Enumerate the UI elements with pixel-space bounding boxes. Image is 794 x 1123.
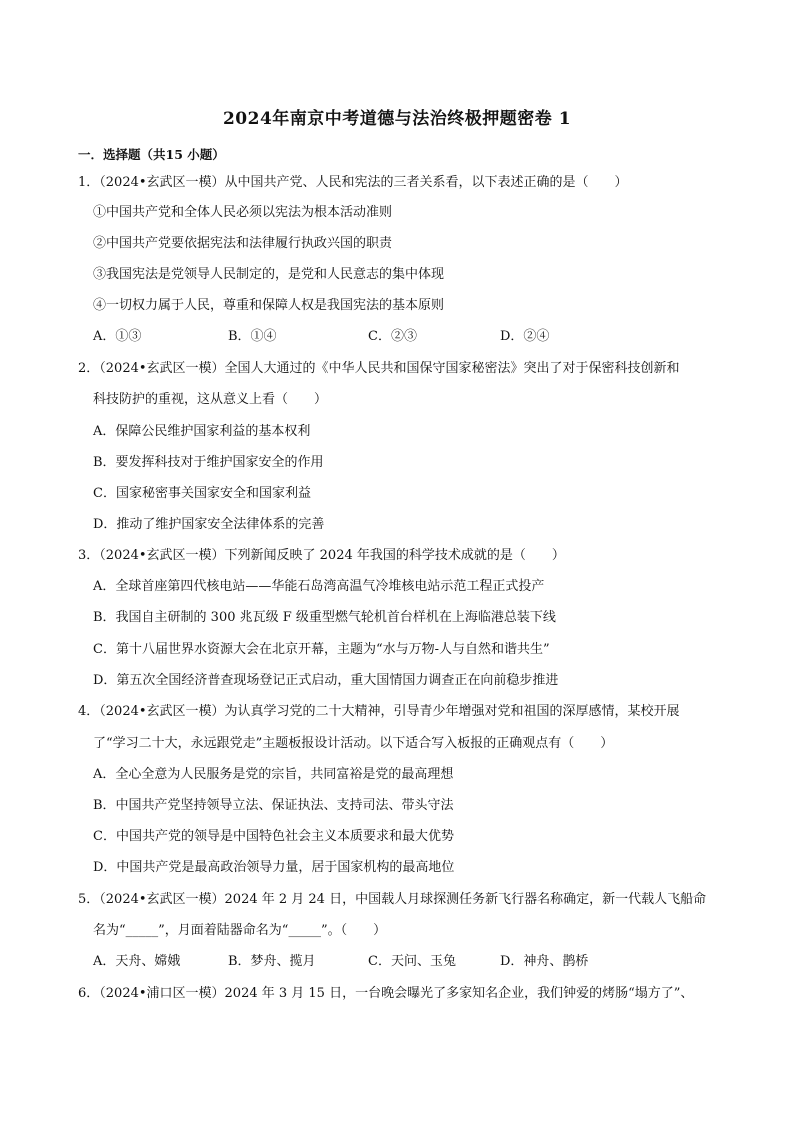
question-3-option-c: C．第十八届世界水资源大会在北京开幕，主题为“水与万物-人与自然和谐共生”: [93, 642, 550, 657]
question-2-option-d: D．推动了维护国家安全法律体系的完善: [93, 517, 325, 532]
question-5-stem-line-1: 5．（2024•玄武区一模）2024 年 2 月 24 日，中国载人月球探测任务新飞行器名称确定，新一代载人飞船命: [78, 892, 707, 907]
question-2-option-c: C．国家秘密事关国家安全和国家利益: [93, 486, 311, 501]
question-1-option-d: D．②④: [500, 329, 550, 344]
question-4-option-a: A．全心全意为人民服务是党的宗旨，共同富裕是党的最高理想: [93, 767, 454, 782]
section-heading: 一．选择题（共15 小题）: [78, 147, 225, 162]
question-1-item-3: ③我国宪法是党领导人民制定的，是党和人民意志的集中体现: [93, 267, 445, 282]
question-5-option-c: C．天问、玉兔: [368, 954, 456, 969]
question-1-stem: 1．（2024•玄武区一模）从中国共产党、人民和宪法的三者关系看，以下表述正确的是（ ）: [78, 175, 628, 190]
document-title: 2024年南京中考道德与法治终极押题密卷 1: [222, 109, 572, 129]
question-3-stem: 3．（2024•玄武区一模）下列新闻反映了 2024 年我国的科学技术成就的是（ ）: [78, 548, 565, 563]
question-3-option-b: B．我国自主研制的 300 兆瓦级 F 级重型燃气轮机首台样机在上海临港总装下线: [93, 610, 556, 625]
question-1-option-b: B．①④: [228, 329, 277, 344]
question-1-option-a: A．①③: [93, 329, 142, 344]
question-1-option-c: C．②③: [368, 329, 417, 344]
question-4-option-c: C．中国共产党的领导是中国特色社会主义本质要求和最大优势: [93, 829, 454, 844]
question-4-stem-line-1: 4．（2024•玄武区一模）为认真学习党的二十大精神，引导青少年增强对党和祖国的深厚感情，某校开展: [78, 704, 680, 719]
question-5-option-a: A．天舟、嫦娥: [93, 954, 181, 969]
question-3-option-a: A．全球首座第四代核电站——华能石岛湾高温气冷堆核电站示范工程正式投产: [93, 579, 545, 594]
question-5-option-d: D．神舟、鹊桥: [500, 954, 589, 969]
question-3-option-d: D．第五次全国经济普查现场登记正式启动，重大国情国力调查正在向前稳步推进: [93, 673, 559, 688]
question-1-item-4: ④一切权力属于人民，尊重和保障人权是我国宪法的基本原则: [93, 298, 445, 313]
question-1-item-1: ①中国共产党和全体人民必须以宪法为根本活动准则: [93, 205, 393, 220]
question-5-stem-line-2: 名为“_____”，月面着陆器命名为“_____”。（ ）: [93, 923, 387, 938]
question-2-stem-line-2: 科技防护的重视，这从意义上看（ ）: [93, 392, 328, 407]
question-1-item-2: ②中国共产党要依据宪法和法律履行执政兴国的职责: [93, 236, 393, 251]
question-2-option-a: A．保障公民维护国家利益的基本权利: [93, 424, 311, 439]
question-2-option-b: B．要发挥科技对于维护国家安全的作用: [93, 455, 324, 470]
question-2-stem-line-1: 2．（2024•玄武区一模）全国人大通过的《中华人民共和国保守国家秘密法》突出了对于保密科技创新和: [78, 361, 680, 376]
question-4-option-d: D．中国共产党是最高政治领导力量，居于国家机构的最高地位: [93, 860, 455, 875]
question-5-option-b: B．梦舟、揽月: [228, 954, 316, 969]
question-4-stem-line-2: 了“学习二十大，永远跟党走”主题板报设计活动。以下适合写入板报的正确观点有（ ）: [93, 736, 614, 751]
question-4-option-b: B．中国共产党坚持领导立法、保证执法、支持司法、带头守法: [93, 798, 454, 813]
question-6-stem-line-1: 6．（2024•浦口区一模）2024 年 3 月 15 日，一台晚会曝光了多家知名企业，我们钟爱的烤肠“塌方了”、: [78, 986, 694, 1001]
